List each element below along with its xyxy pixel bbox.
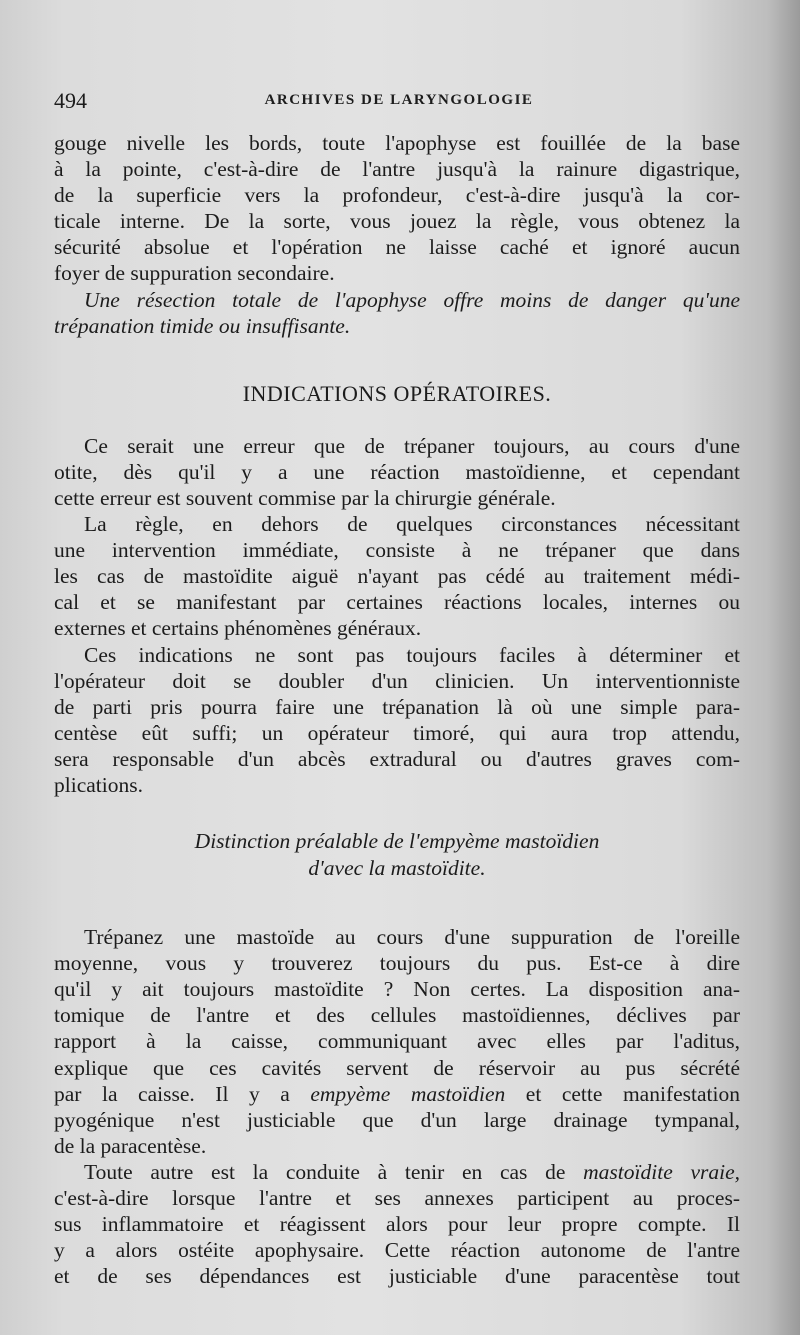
page-number: 494 [54, 88, 87, 113]
text-line: explique que ces cavités servent de réservoir au pus sécrété [54, 1055, 740, 1080]
text-line: y a alors ostéite apophysaire. Cette réaction autonome de l'antre [54, 1238, 740, 1263]
text-line: cette erreur est souvent commise par la chirurgie générale. [54, 485, 556, 510]
text-line [54, 1081, 740, 1107]
subheading-line: Distinction préalable de l'empyème mastoïdien [194, 829, 600, 854]
emphasis-text: empyème mastoïdien [310, 1081, 506, 1106]
text-line: et de ses dépendances est justiciable d'une paracentèse tout [54, 1264, 740, 1289]
text-line: La règle, en dehors de quelques circonstances nécessitant [84, 512, 740, 537]
text-line: Ce serait une erreur que de trépaner toujours, au cours d'une [84, 433, 740, 458]
text-line: de la paracentèse. [54, 1133, 207, 1158]
text-run: Toute autre est la conduite à tenir en cas de [84, 1159, 584, 1184]
text-line: externes et certains phénomènes généraux. [54, 616, 422, 641]
text-line: Ces indications ne sont pas toujours faciles à déterminer et [84, 642, 740, 667]
text-line: otite, dès qu'il y a une réaction mastoïdienne, et cependant [54, 459, 740, 484]
text-line: foyer de suppuration secondaire. [54, 261, 335, 286]
subsection-heading [54, 828, 740, 882]
paragraph-3 [54, 433, 740, 511]
text-line: moyenne, vous y trouverez toujours du pus. Est-ce à dire [54, 951, 740, 976]
text-line: l'opérateur doit se doubler d'un clinicien. Un interventionniste [54, 668, 740, 693]
section-heading: INDICATIONS OPÉRATOIRES. [242, 380, 552, 406]
text-line [54, 1159, 740, 1185]
text-run: et cette manifestation [505, 1081, 740, 1106]
text-line: centèse eût suffi; un opérateur timoré, qui aura trop attendu, [54, 720, 740, 745]
text-line: une intervention immédiate, consiste à ne trépaner que dans [54, 538, 740, 563]
text-line: sera responsable d'un abcès extradural ou d'autres graves com- [54, 746, 740, 771]
text-line: tomique de l'antre et des cellules mastoïdiennes, déclives par [54, 1003, 740, 1028]
text-line: pyogénique n'est justiciable que d'un large drainage tympanal, [54, 1107, 740, 1132]
subheading-line: d'avec la mastoïdite. [308, 856, 486, 881]
paragraph-1 [54, 130, 740, 287]
paragraph-7 [54, 1159, 740, 1289]
text-line: plications. [54, 772, 143, 797]
paragraph-6 [54, 924, 740, 1159]
text-line: de parti pris pourra faire une trépanation là où une simple para- [54, 694, 740, 719]
text-line: sus inflammatoire et réagissent alors pour leur propre compte. Il [54, 1212, 740, 1237]
text-line: qu'il y ait toujours mastoïdite ? Non certes. La disposition ana- [54, 977, 740, 1002]
text-line: les cas de mastoïdite aiguë n'ayant pas cédé au traitement médi- [54, 564, 740, 589]
text-run: par la caisse. Il y a [54, 1081, 311, 1106]
text-line: cal et se manifestant par certaines réactions locales, internes ou [54, 590, 740, 615]
text-line: Trépanez une mastoïde au cours d'une suppuration de l'oreille [84, 925, 740, 950]
text-line: ticale interne. De la sorte, vous jouez la règle, vous obtenez la [54, 209, 740, 234]
paragraph-2-italic [54, 287, 740, 339]
paragraph-4 [54, 511, 740, 641]
text-line: Une résection totale de l'apophyse offre moins de danger qu'une [84, 287, 740, 312]
running-title: ARCHIVES DE LARYNGOLOGIE [264, 92, 534, 108]
text-line: rapport à la caisse, communiquant avec elles par l'aditus, [54, 1029, 740, 1054]
text-line: de la superficie vers la profondeur, c'est-à-dire jusqu'à la cor- [54, 183, 740, 208]
emphasis-text: mastoïdite vraie, [583, 1159, 740, 1184]
text-line: sécurité absolue et l'opération ne laisse caché et ignoré aucun [54, 235, 740, 260]
paragraph-5 [54, 642, 740, 799]
text-line: gouge nivelle les bords, toute l'apophyse est fouillée de la base [54, 131, 740, 155]
page-header [54, 88, 744, 114]
text-line: trépanation timide ou insuffisante. [54, 313, 351, 338]
page-body [54, 130, 740, 1289]
text-line: à la pointe, c'est-à-dire de l'antre jusqu'à la rainure digastrique, [54, 157, 740, 182]
text-line: c'est-à-dire lorsque l'antre et ses annexes participent au proces- [54, 1186, 740, 1210]
